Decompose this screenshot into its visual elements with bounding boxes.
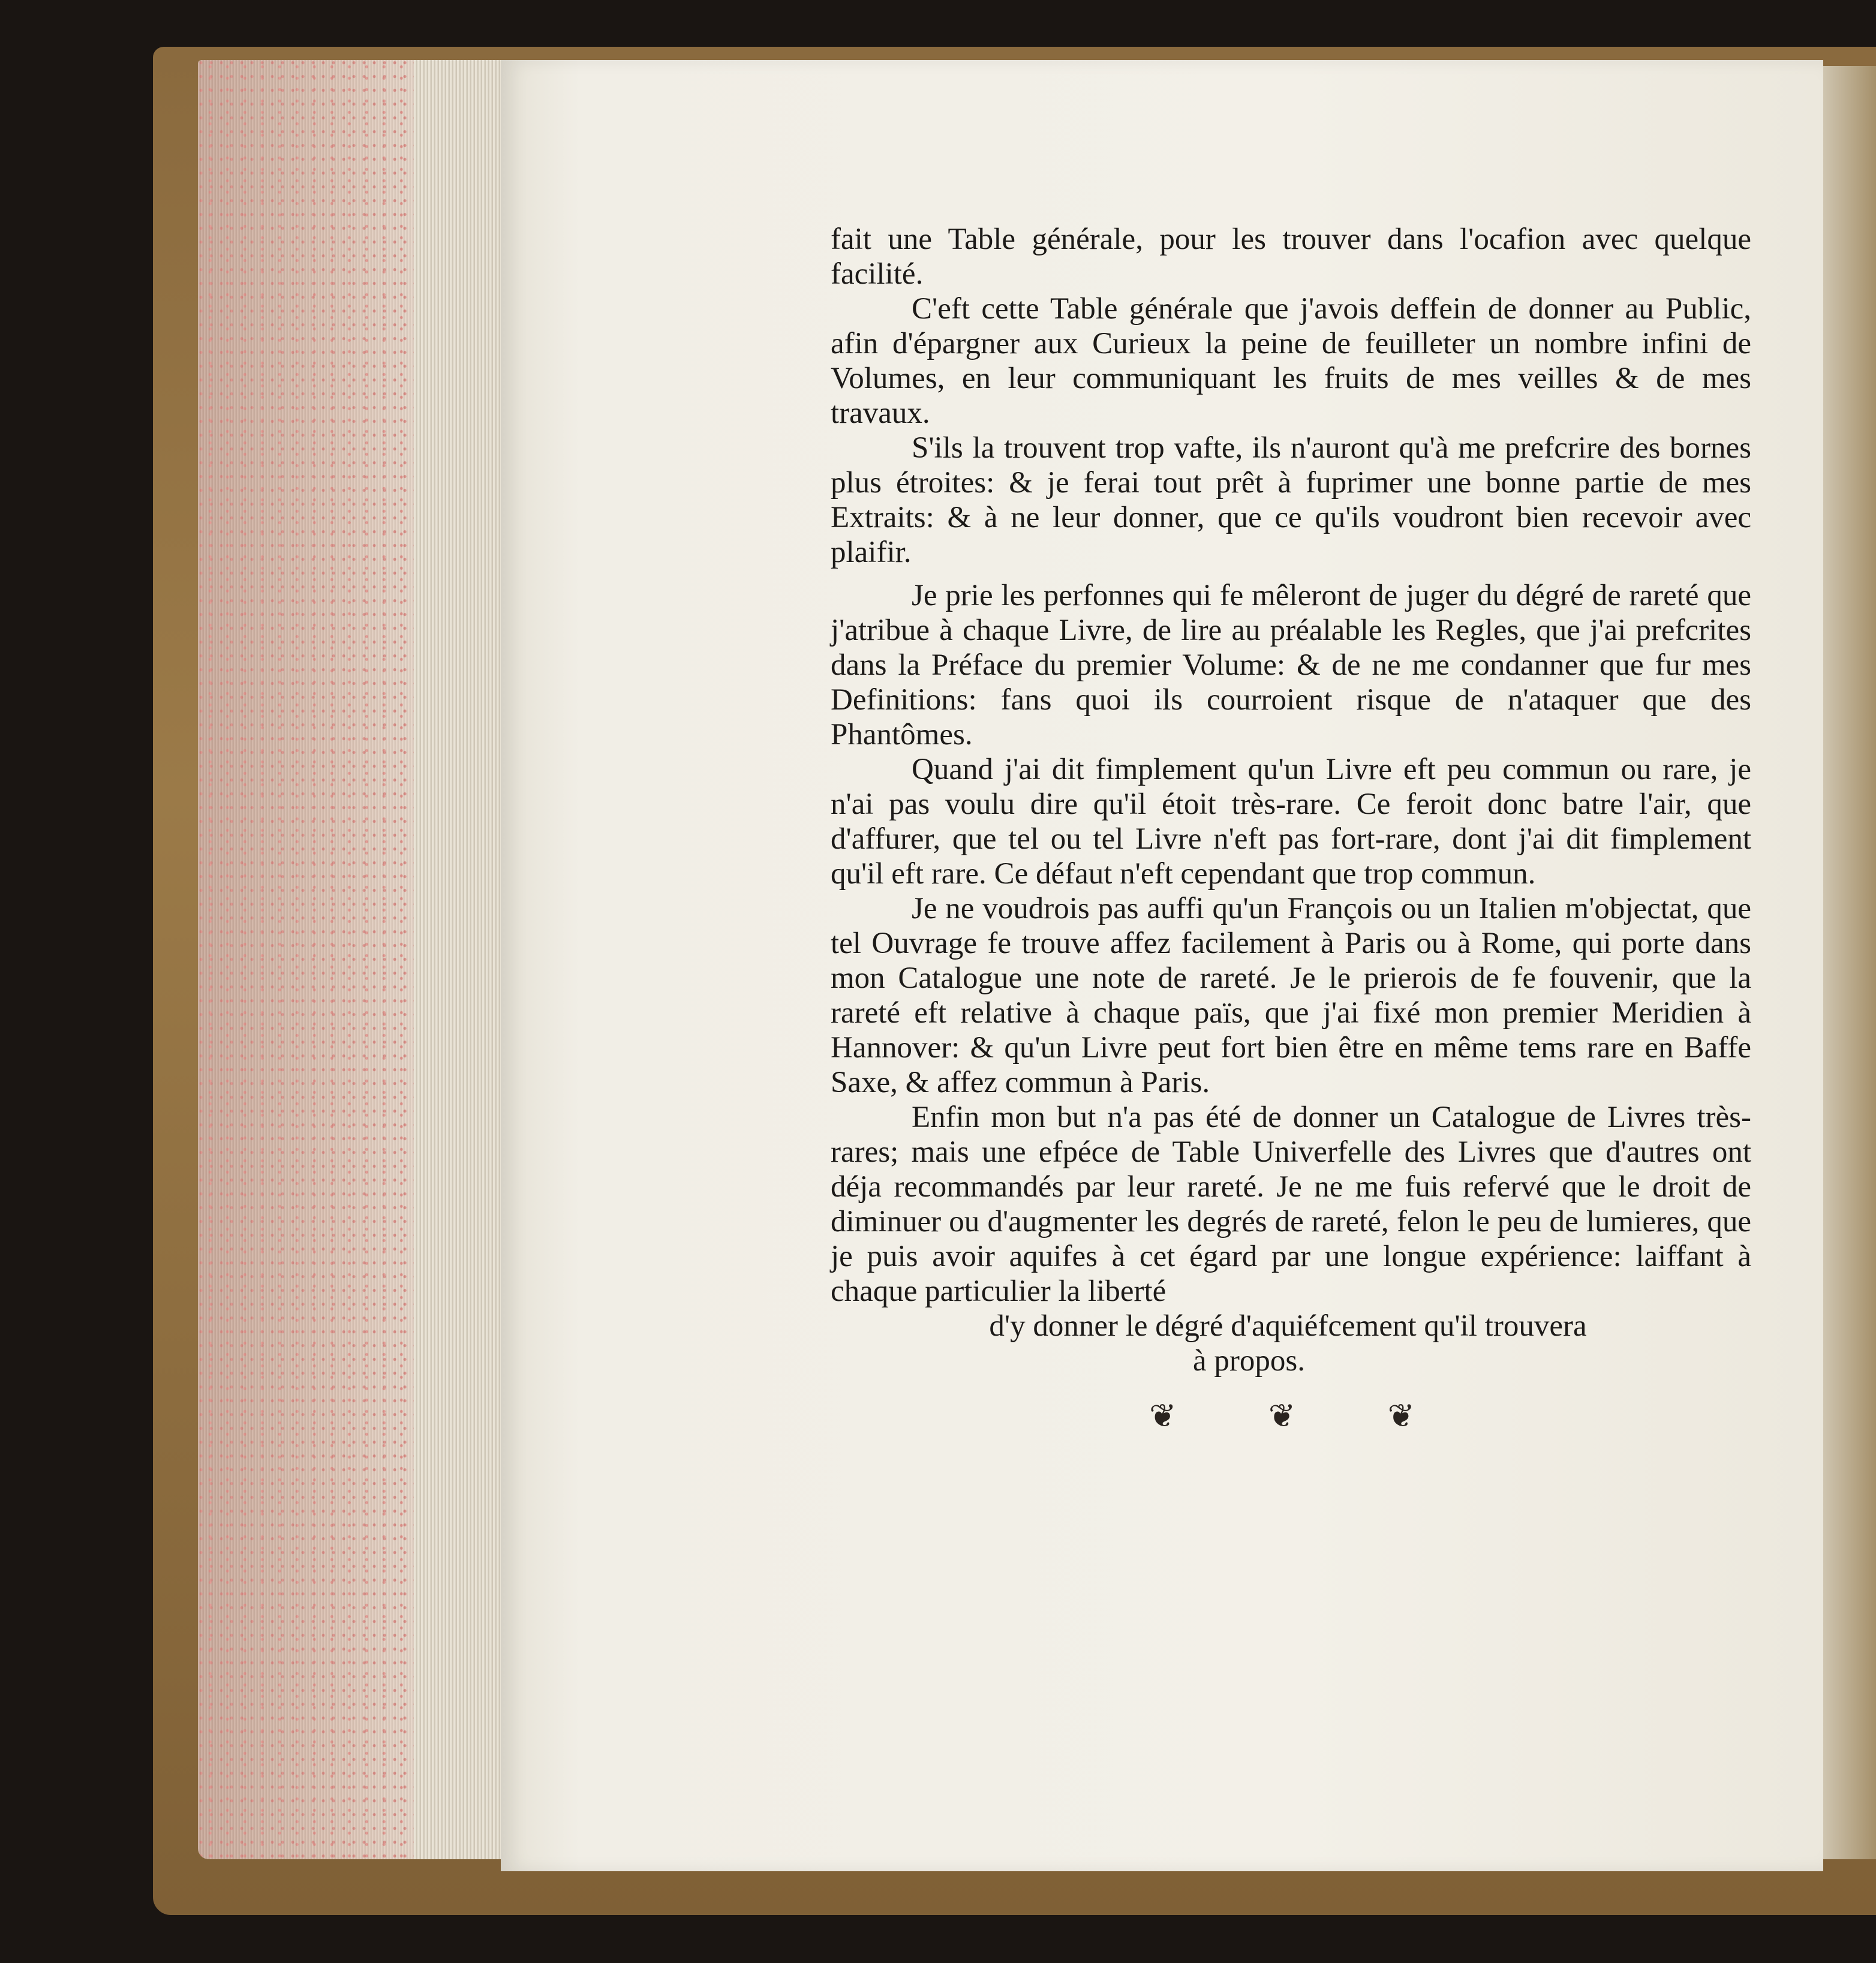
- facing-page-edge: [1823, 66, 1876, 1859]
- page-edges-inner: [414, 60, 504, 1859]
- closing-line-1: d'y donner le dégré d'aquiéfcement qu'il trouvera: [989, 1309, 1587, 1343]
- paragraph-1: fait une Table générale, pour les trouver dans l'ocafion avec quelque facilité.: [831, 223, 1751, 291]
- ornament-icon: ❦: [1387, 1398, 1415, 1434]
- paragraph-6: Je ne voudrois pas auffi qu'un François ou un Italien m'objectat, que tel Ouvrage fe trouve affez facilement à Paris ou à Rome, qui porte dans mon Catalogue une note de rareté. Je le prierois de fe fouvenir, que la rareté eft relative à chaque païs, que j'ai fixé mon premier Meridien à Hannover: & qu'un Livre peut fort bien être en même tems rare en Baffe Saxe, & affez commun à Paris.: [831, 892, 1751, 1099]
- paragraph-7: Enfin mon but n'a pas été de donner un Catalogue de Livres très-rares; mais une efpéce de Table Univerfelle des Livres que d'autres ont déja recommandés par leur rareté. Je ne me fuis refervé que le droit de diminuer ou d'augmenter les degrés de rareté, felon le peu de lumieres, que je puis avoir aquifes à cet égard par une longue expérience: laiffant à chaque particulier la liberté: [831, 1101, 1751, 1308]
- paragraph-4: Je prie les perfonnes qui fe mêleront de juger du dégré de rareté que j'atribue à chaque Livre, de lire au préalable les Regles, que j'ai prefcrites dans la Préface du premier Volume: & de ne me condanner que fur mes Definitions: fans quoi ils courroient risque de n'ataquer que des Phantômes.: [831, 579, 1751, 751]
- paragraph-5: Quand j'ai dit fimplement qu'un Livre eft peu commun ou rare, je n'ai pas voulu dire qu'il étoit très-rare. Ce feroit donc batre l'air, que d'affurer, que tel ou tel Livre n'eft pas fort-rare, dont j'ai dit fimplement qu'il eft rare. Ce défaut n'eft cependant que trop commun.: [831, 753, 1751, 891]
- paragraph-3: S'ils la trouvent trop vafte, ils n'auront qu'à me prefcrire des bornes plus étroites: & je ferai tout prêt à fuprimer une bonne partie de mes Extraits: & à ne leur donner, que ce qu'ils voudront bien recevoir avec plaifir.: [831, 431, 1751, 569]
- page-edges-sprinkled: [198, 60, 450, 1859]
- printers-ornaments: [831, 1399, 1751, 1433]
- ornament-icon: ❦: [1268, 1398, 1296, 1434]
- paragraph-2: C'eft cette Table générale que j'avois deffein de donner au Public, afin d'épargner aux Curieux la peine de feuilleter un nombre infini de Volumes, en leur communiquant les fruits de mes veilles & de mes travaux.: [831, 292, 1751, 430]
- page-text: [831, 222, 1751, 1433]
- ornament-icon: ❦: [1149, 1398, 1177, 1434]
- closing-line-2: à propos.: [1193, 1344, 1305, 1378]
